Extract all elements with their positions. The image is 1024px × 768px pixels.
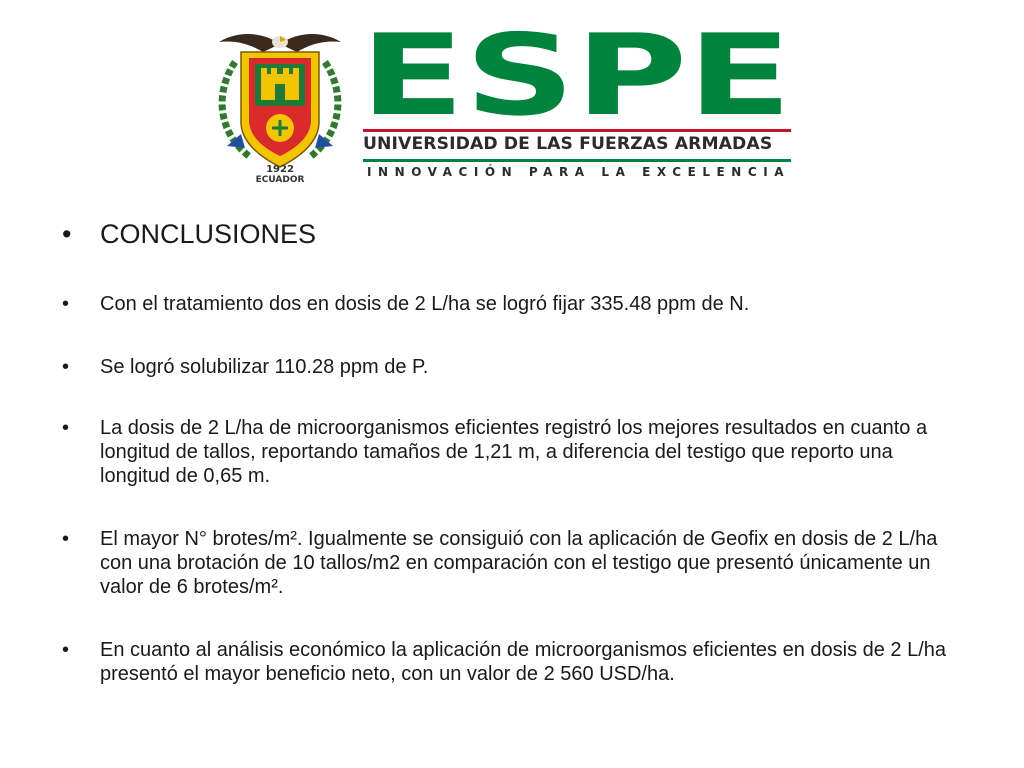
bullet-item [62, 638, 962, 686]
slide-heading: CONCLUSIONES [100, 219, 317, 249]
espe-crest-logo [205, 22, 355, 184]
crest-country: ECUADOR [255, 175, 305, 184]
bullet-dot: • [62, 219, 72, 249]
wordmark-text: ESPE [360, 26, 792, 124]
heading-item [62, 218, 962, 250]
red-divider [363, 129, 791, 132]
bullet-dot: • [62, 417, 70, 439]
university-name: UNIVERSIDAD DE LAS FUERZAS ARMADAS [363, 134, 773, 154]
bullet-dot: • [62, 293, 70, 315]
bullet-item [62, 527, 962, 599]
header-logo [205, 22, 795, 184]
espe-wordmark [360, 26, 795, 124]
bullet-dot: • [62, 356, 70, 378]
crest-year: 1922 [266, 164, 294, 175]
bullet-text: Con el tratamiento dos en dosis de 2 L/ha se logró fijar 335.48 ppm de N. [100, 293, 750, 315]
bullet-text: El mayor N° brotes/m². Igualmente se consiguió con la aplicación de Geofix en dosis de 2 L/ha con una brotación de 10 tallos/m2 en comparación con el testigo que presentó únicamente un valor de 6 brotes/m². [100, 528, 938, 598]
bullet-item [62, 416, 962, 488]
tagline: INNOVACIÓN PARA LA EXCELENCIA [367, 165, 791, 179]
bullet-text: Se logró solubilizar 110.28 ppm de P. [100, 356, 429, 378]
green-divider [363, 159, 791, 162]
bullet-dot: • [62, 639, 70, 661]
bullet-text: En cuanto al análisis económico la aplicación de microorganismos eficientes en dosis de 2 L/ha presentó el mayor beneficio neto, con un valor de 2 560 USD/ha. [100, 639, 947, 685]
bullet-item [62, 355, 962, 379]
bullet-dot: • [62, 528, 70, 550]
bullet-item [62, 292, 962, 316]
bullet-text: La dosis de 2 L/ha de microorganismos eficientes registró los mejores resultados en cuanto a longitud de tallos, reportando tamaños de 1,21 m, a diferencia del testigo que reporto una longitud de 0,65 m. [100, 417, 928, 487]
